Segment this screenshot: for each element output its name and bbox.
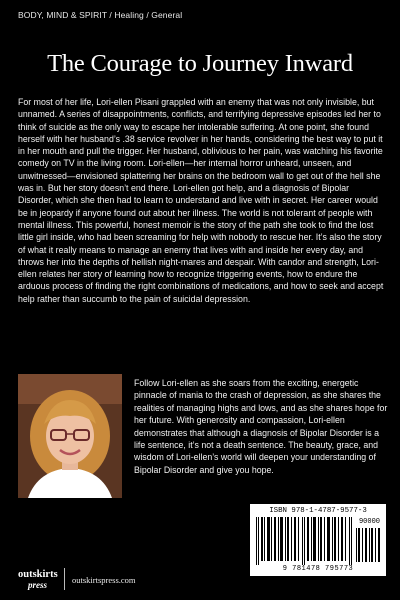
price-barcode-bars <box>356 528 380 562</box>
author-photo <box>18 374 122 498</box>
barcode-box <box>250 504 386 576</box>
blurb-paragraph: For most of her life, Lori-ellen Pisani grappled with an enemy that was not only invisible, but unnamed. A series of disappointments, conflicts, and terrifying depressive episodes led her to think of suicide as the only way to escape her intolerable suffering. At one point, she found herself with her husband’s .38 service revolver in her hands, considering the best way to put it in her mouth and pull the trigger. Her husband, oblivious to her pain, was watching his favorite comedy on TV in the living room. Lori-ellen—her internal horror unheard, unseen, and unwitnessed—envisioned splattering her brains on the bedroom wall to get out of the hell she was in. But her story doesn’t end there. Lori-ellen got help, and a diagnosis of Bipolar Disorder, which she then had to learn to understand and live with in secret. Her career would be in jeopardy if anyone found out about her illness. The world is not tolerant of people with mental illness. This powerful, honest memoir is the story of the path she took to find the lost little girl inside, who had been screaming for help with nobody to rescue her. It’s also the story of what it really means to manage an enemy that lives with and inside her every day, and throws her into the depths of hellish night-mares and despair. With candor and strength, Lori-ellen relates her story of learning how to recognize triggering events, how to endure the arduous process of finding the right combinations of medications, and how to seek and accept help rather than succumb to the pain of suicidal depression. <box>18 97 384 304</box>
price-code: 90000 <box>358 518 380 526</box>
category-line: BODY, MIND & SPIRIT / Healing / General <box>18 10 183 20</box>
barcode-bars <box>256 517 352 565</box>
logo-top-text: outskirts <box>18 569 58 580</box>
logo-bottom-text: press <box>28 580 48 590</box>
logo-divider <box>64 568 65 590</box>
book-title: The Courage to Journey Inward <box>47 50 353 77</box>
author-bio: Follow Lori-ellen as she soars from the exciting, energetic pinnacle of mania to the crash of depression, as she shares the realities of managing highs and lows, and as she shares hope for her future. With generosity and compassion, Lori-ellen demonstrates that although a diagnosis of Bipolar Disorder is a life sentence, it’s not a death sentence. The beauty, grace, and wisdom of Lori-ellen’s world will deepen your understanding of Bipolar Disorder and give you hope. <box>134 378 388 475</box>
publisher-logo <box>18 570 58 590</box>
isbn-label: ISBN 978-1-4787-9577-3 <box>269 507 367 515</box>
publisher-website: outskirtspress.com <box>72 575 136 585</box>
barcode-digits: 9 781478 795773 <box>282 565 354 573</box>
